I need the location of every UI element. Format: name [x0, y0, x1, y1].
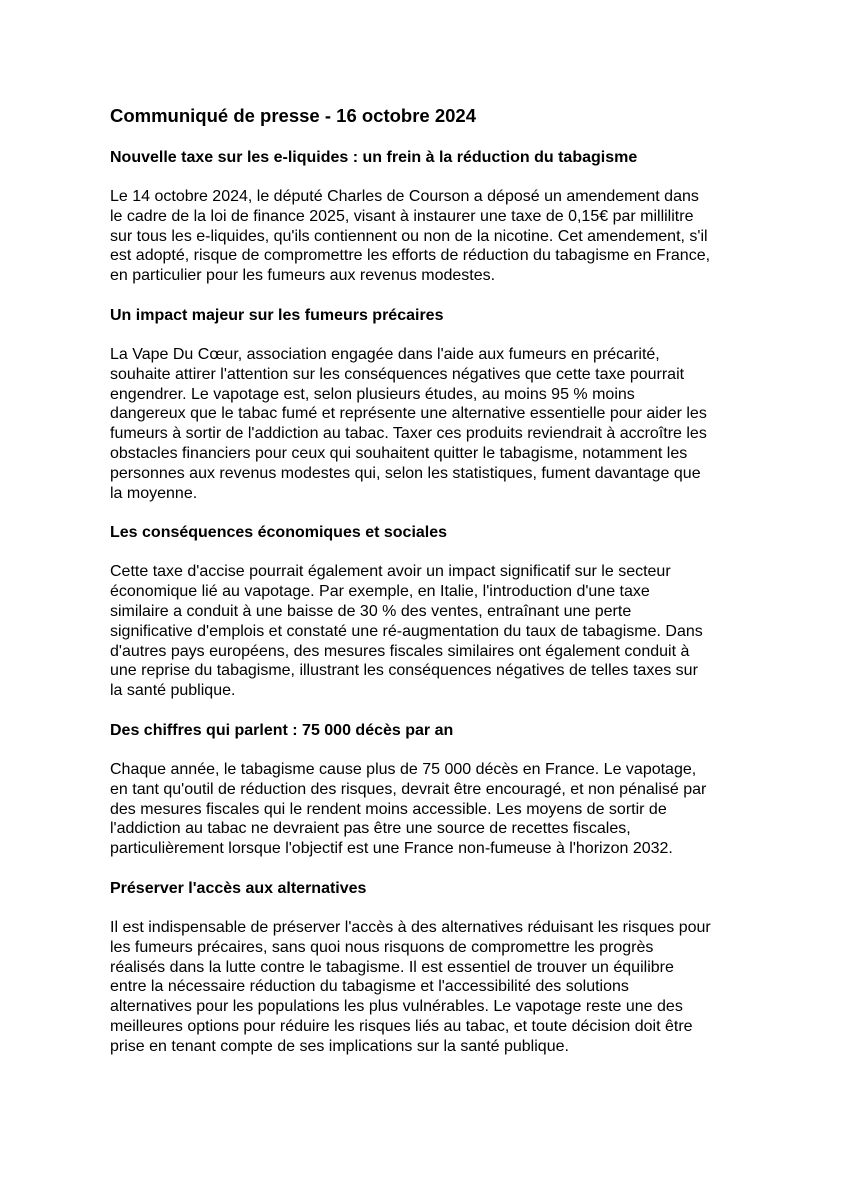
paragraph-line: fumeurs à sortir de l'addiction au tabac. Taxer ces produits reviendrait à accroître les [110, 425, 707, 443]
paragraph-line: particulièrement lorsque l'objectif est une France non-fumeuse à l'horizon 2032. [110, 840, 673, 858]
paragraph-line: Chaque année, le tabagisme cause plus de 75 000 décès en France. Le vapotage, [110, 760, 697, 778]
paragraph-line: prise en tenant compte de ses implications sur la santé publique. [110, 1037, 569, 1055]
section-impact-smokers [110, 306, 746, 503]
section-heading: Les conséquences économiques et sociales [110, 524, 448, 542]
paragraph-line: similaire a conduit à une baisse de 30 % des ventes, entraînant une perte [110, 602, 632, 620]
paragraph-line: sur tous les e-liquides, qu'ils contiennent ou non de la nicotine. Cet amendement, s'il [110, 227, 708, 245]
section-paragraph [110, 918, 746, 1057]
paragraph-line: alternatives pour les populations les plus vulnérables. Le vapotage reste une des [110, 998, 683, 1016]
section-figures [110, 721, 746, 859]
press-release-page [110, 104, 746, 1077]
section-preserve-access [110, 879, 746, 1057]
paragraph-line: meilleures options pour réduire les risques liés au tabac, et toute décision doit être [110, 1017, 693, 1035]
section-paragraph [110, 760, 746, 859]
paragraph-line: la santé publique. [110, 682, 236, 700]
paragraph-line: en tant qu'outil de réduction des risques, devrait être encouragé, et non pénalisé par [110, 780, 707, 798]
paragraph-line: engendrer. Le vapotage est, selon plusieurs études, au moins 95 % moins [110, 385, 635, 403]
section-heading: Un impact majeur sur les fumeurs précaires [110, 306, 444, 324]
section-paragraph [110, 562, 746, 701]
paragraph-line: économique lié au vapotage. Par exemple, en Italie, l'introduction d'une taxe [110, 583, 650, 601]
page-title: Communiqué de presse - 16 octobre 2024 [110, 105, 477, 126]
paragraph-line: obstacles financiers pour ceux qui souhaitent quitter le tabagisme, notamment les [110, 444, 688, 462]
paragraph-line: Le 14 octobre 2024, le député Charles de Courson a déposé un amendement dans [110, 188, 699, 205]
section-paragraph [110, 345, 746, 503]
paragraph-line: des mesures fiscales qui le rendent moins accessible. Les moyens de sortir de [110, 800, 667, 818]
paragraph-line: l'addiction au tabac ne devraient pas être une source de recettes fiscales, [110, 820, 631, 838]
paragraph-line: entre la nécessaire réduction du tabagisme et l'accessibilité des solutions [110, 978, 629, 996]
paragraph-line: souhaite attirer l'attention sur les conséquences négatives que cette taxe pourrait [110, 365, 685, 383]
paragraph-line: Il est indispensable de préserver l'accès à des alternatives réduisant les risques pour [110, 918, 711, 936]
section-heading: Des chiffres qui parlent : 75 000 décès par an [110, 721, 454, 739]
paragraph-line: est adopté, risque de compromettre les efforts de réduction du tabagisme en France, [110, 247, 711, 265]
paragraph-line: les fumeurs précaires, sans quoi nous risquons de compromettre les progrès [110, 938, 654, 956]
section-heading: Préserver l'accès aux alternatives [110, 879, 367, 897]
section-new-tax [110, 148, 746, 286]
paragraph-line: significative d'emplois et constaté une ré-augmentation du taux de tabagisme. Dans [110, 622, 703, 640]
paragraph-line: la moyenne. [110, 484, 198, 502]
section-heading: Nouvelle taxe sur les e-liquides : un frein à la réduction du tabagisme [110, 149, 638, 166]
paragraph-line: dangereux que le tabac fumé et représente une alternative essentielle pour aider les [110, 405, 707, 423]
paragraph-line: personnes aux revenus modestes qui, selon les statistiques, fument davantage que [110, 464, 701, 482]
paragraph-line: le cadre de la loi de finance 2025, visant à instaurer une taxe de 0,15€ par millilitre [110, 207, 694, 225]
paragraph-line: d'autres pays européens, des mesures fiscales similaires ont également conduit à [110, 642, 690, 660]
paragraph-line: réalisés dans la lutte contre le tabagisme. Il est essentiel de trouver un équilibre [110, 958, 674, 976]
paragraph-line: La Vape Du Cœur, association engagée dans l'aide aux fumeurs en précarité, [110, 345, 660, 363]
paragraph-line: Cette taxe d'accise pourrait également avoir un impact significatif sur le secteur [110, 563, 671, 581]
section-economic-consequences [110, 523, 746, 701]
section-paragraph [110, 187, 746, 286]
paragraph-line: une reprise du tabagisme, illustrant les conséquences négatives de telles taxes sur [110, 662, 698, 680]
paragraph-line: en particulier pour les fumeurs aux revenus modestes. [110, 267, 496, 285]
